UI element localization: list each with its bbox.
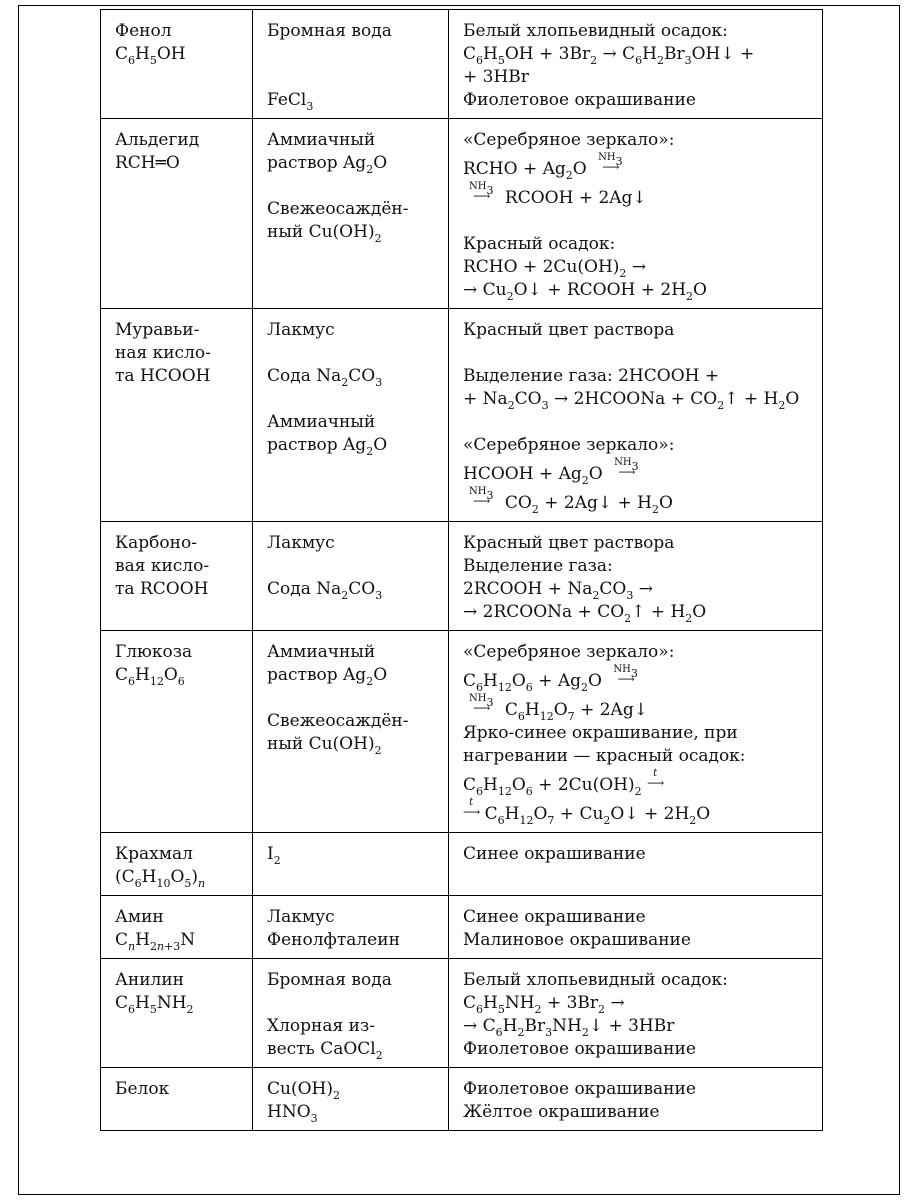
effect-cell — [449, 309, 823, 522]
effects-line: + $Na_2CO_3$ → 2HCOONa + $CO_2↑ + H_2O$ — [463, 389, 800, 412]
reagents-line: Лакмус — [267, 533, 335, 553]
substance-line: RCH═O — [115, 153, 180, 173]
substance-cell — [101, 522, 253, 631]
reagents-line: Фенолфталеин — [267, 930, 400, 950]
effects-line: Синее окрашивание — [463, 907, 646, 927]
effects-line: $NH_3$ ⟶ RCOOH + 2Ag↓ — [469, 181, 647, 208]
reagent-cell — [253, 959, 449, 1068]
reagents-line: раствор $Ag_2O$ — [267, 435, 388, 458]
effects-line: HCOOH + $Ag_2O$ $NH_3$ ⟶ — [463, 457, 639, 487]
substance-line: $C_6H_5NH_2$ — [115, 993, 194, 1016]
spacer — [267, 342, 439, 365]
effects-line: Красный цвет раствора — [463, 533, 675, 553]
reagents-line: Аммиачный — [267, 642, 376, 662]
effects-line: RCHO + $Ag_2O$ $NH_3$ ⟶ — [463, 152, 623, 182]
reagents-line: Сода $Na_2CO_3$ — [267, 579, 383, 602]
reagents-line: Бромная вода — [267, 21, 392, 41]
reagent-cell — [253, 896, 449, 959]
effects-line: Ярко-синее окрашивание, при — [463, 723, 738, 743]
effects-line: $C_6H_{12}O_6 + 2Cu(OH)_2$ t ⟶ — [463, 768, 664, 798]
substance-cell — [101, 959, 253, 1068]
effects-line: Красный осадок: — [463, 234, 616, 254]
table-row — [101, 833, 823, 896]
effect-cell — [449, 522, 823, 631]
table-row — [101, 10, 823, 119]
reagents-line: ный $Cu(OH)_2$ — [267, 222, 382, 245]
spacer — [267, 43, 439, 66]
table-row — [101, 309, 823, 522]
effects-line: → $C_6H_2Br_3NH_2↓ + 3HBr$ — [463, 1016, 675, 1039]
substance-line: $(C_6H_{10}O_5)_n$ — [115, 867, 206, 890]
effects-line: «Серебряное зеркало»: — [463, 642, 675, 662]
substance-line: Амин — [115, 907, 164, 927]
reagents-line: Аммиачный — [267, 412, 376, 432]
substance-line: Муравьи- — [115, 320, 200, 340]
table-row — [101, 119, 823, 309]
effect-cell — [449, 119, 823, 309]
effects-line: Выделение газа: — [463, 556, 613, 576]
spacer — [267, 175, 439, 198]
effects-line: $C_6H_5OH + 3Br_2$ → $C_6H_2Br_3OH↓$ + — [463, 44, 755, 67]
effects-line: Красный цвет раствора — [463, 320, 675, 340]
effects-line: RCHO + $2Cu(OH)_2$ → — [463, 257, 647, 280]
reagents-line: ный $Cu(OH)_2$ — [267, 734, 382, 757]
effects-line: $C_6H_{12}O_6 + Ag_2O$ $NH_3$ ⟶ — [463, 664, 638, 694]
reagent-cell — [253, 10, 449, 119]
reagent-cell — [253, 833, 449, 896]
effects-line: Малиновое окрашивание — [463, 930, 691, 950]
effects-line: Жёлтое окрашивание — [463, 1102, 660, 1122]
spacer — [267, 388, 439, 411]
reagents-line: раствор $Ag_2O$ — [267, 665, 388, 688]
effects-line: 2RCOOH + $Na_2CO_3$ → — [463, 579, 653, 602]
effect-cell — [449, 1068, 823, 1131]
effects-line: $NH_3$ ⟶ $C_6H_{12}O_7$ + 2Ag↓ — [469, 693, 648, 723]
reagents-line: Хлорная из- — [267, 1016, 375, 1036]
substance-line: та HCOOH — [115, 366, 211, 386]
reagents-line: $HNO_3$ — [267, 1102, 318, 1125]
effects-line: Белый хлопьевидный осадок: — [463, 21, 728, 41]
effects-line: Выделение газа: 2HCOOH + — [463, 366, 720, 386]
effect-cell — [449, 631, 823, 833]
substance-line: Крахмал — [115, 844, 193, 864]
substance-line: Белок — [115, 1079, 170, 1099]
reagent-cell — [253, 119, 449, 309]
substance-cell — [101, 833, 253, 896]
reagents-line: $I_2$ — [267, 844, 281, 867]
substance-line: Карбоно- — [115, 533, 197, 553]
substance-line: $C_6H_5OH$ — [115, 44, 186, 67]
effects-line: t ⟶ $C_6H_{12}O_7$ + $Cu_2O↓ + 2H_2O$ — [463, 797, 711, 827]
reagents-line: Свежеосаждён- — [267, 199, 409, 219]
effects-line: + 3HBr — [463, 67, 529, 87]
reagent-cell — [253, 1068, 449, 1131]
reagents-line: $Cu(OH)_2$ — [267, 1079, 340, 1102]
table-row — [101, 896, 823, 959]
table-row — [101, 631, 823, 833]
substance-line: Анилин — [115, 970, 184, 990]
table-row — [101, 522, 823, 631]
spacer — [463, 411, 813, 434]
qualitative-reactions-table — [100, 9, 823, 1131]
effect-cell — [449, 833, 823, 896]
substance-line: Глюкоза — [115, 642, 193, 662]
effect-cell — [449, 896, 823, 959]
reagents-line: FeCl$_3$ — [267, 90, 314, 113]
reagents-line: Сода $Na_2CO_3$ — [267, 366, 383, 389]
reagents-line: Лакмус — [267, 907, 335, 927]
effects-line: Фиолетовое окрашивание — [463, 90, 696, 110]
substance-line: вая кисло- — [115, 556, 210, 576]
substance-line: $C_nH_{2n+3}N$ — [115, 930, 196, 953]
effects-line: «Серебряное зеркало»: — [463, 130, 675, 150]
substance-cell — [101, 631, 253, 833]
effects-line: Фиолетовое окрашивание — [463, 1079, 696, 1099]
effects-line: Фиолетовое окрашивание — [463, 1039, 696, 1059]
reagents-line: Свежеосаждён- — [267, 711, 409, 731]
substance-line: та RCOOH — [115, 579, 209, 599]
effects-line: нагревании — красный осадок: — [463, 746, 746, 766]
effects-line: Синее окрашивание — [463, 844, 646, 864]
effects-line: $C_6H_5NH_2 + 3Br_2$ → — [463, 993, 625, 1016]
reagents-line: весть CaOCl$_2$ — [267, 1039, 383, 1062]
reagent-cell — [253, 631, 449, 833]
reagents-line: Лакмус — [267, 320, 335, 340]
substance-line: Альдегид — [115, 130, 200, 150]
effects-line: Белый хлопьевидный осадок: — [463, 970, 728, 990]
effects-line: «Серебряное зеркало»: — [463, 435, 675, 455]
substance-cell — [101, 1068, 253, 1131]
effects-line: → 2RCOONa + $CO_2↑ + H_2O$ — [463, 602, 707, 625]
substance-line: $C_6H_{12}O_6$ — [115, 665, 185, 688]
reagent-cell — [253, 522, 449, 631]
substance-cell — [101, 309, 253, 522]
table-body — [101, 10, 823, 1131]
reagents-line: Бромная вода — [267, 970, 392, 990]
effect-cell — [449, 10, 823, 119]
reagents-line: Аммиачный — [267, 130, 376, 150]
spacer — [463, 210, 813, 233]
spacer — [267, 992, 439, 1015]
substance-cell — [101, 896, 253, 959]
reagents-line: раствор $Ag_2O$ — [267, 153, 388, 176]
reagent-cell — [253, 309, 449, 522]
substance-cell — [101, 119, 253, 309]
spacer — [267, 66, 439, 89]
substance-line: ная кисло- — [115, 343, 211, 363]
substance-cell — [101, 10, 253, 119]
spacer — [267, 687, 439, 710]
spacer — [463, 342, 813, 365]
table-row — [101, 959, 823, 1068]
effects-line: $NH_3$ ⟶ $CO_2$ + 2Ag↓ + $H_2O$ — [469, 486, 673, 516]
spacer — [267, 555, 439, 578]
effects-line: → $Cu_2O↓$ + RCOOH + $2H_2O$ — [463, 280, 707, 303]
substance-line: Фенол — [115, 21, 172, 41]
table-row — [101, 1068, 823, 1131]
effect-cell — [449, 959, 823, 1068]
